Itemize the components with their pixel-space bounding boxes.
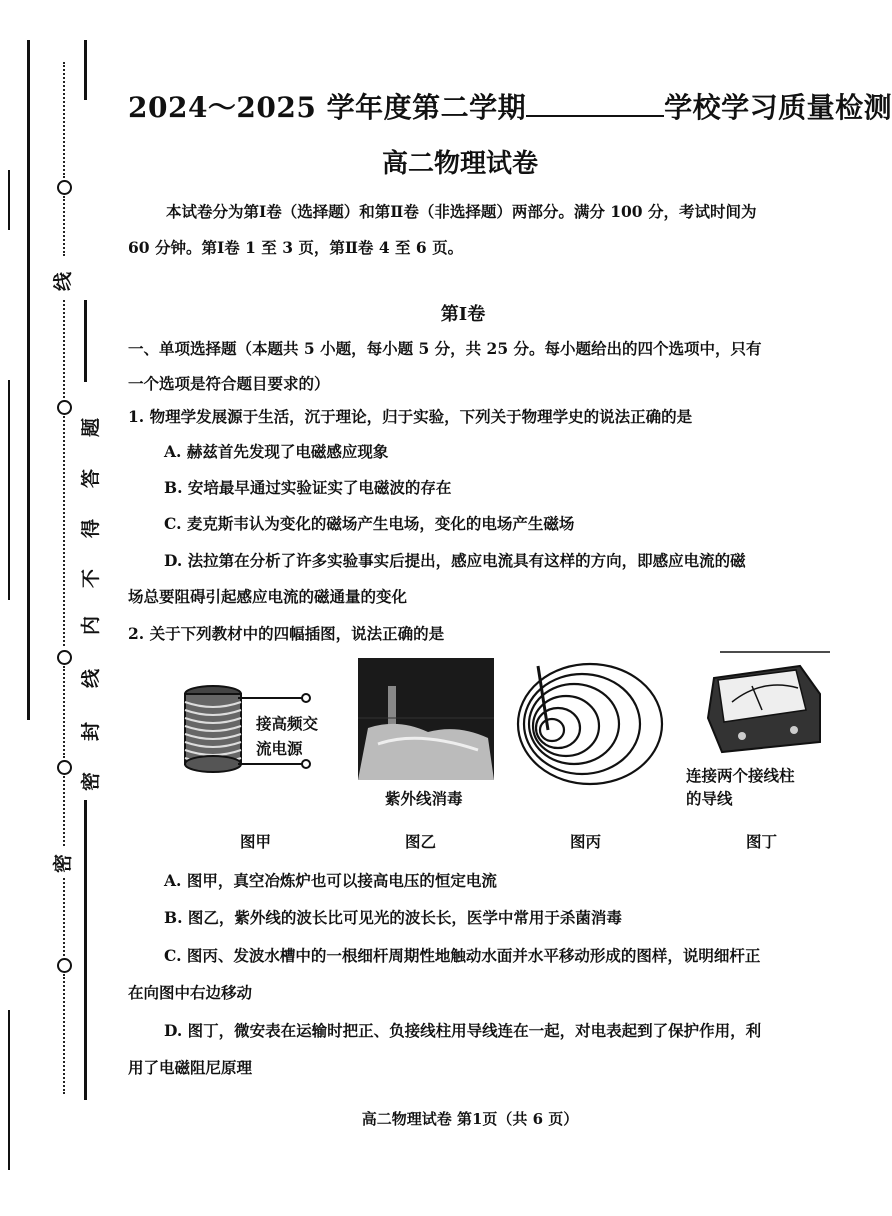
figure-uv-lamp-photo [358, 658, 494, 780]
binding-rule [8, 380, 10, 600]
figure-microammeter [702, 648, 830, 758]
question-2-option-d-cont: 用了电磁阻尼原理 [128, 1058, 253, 1077]
figure-name-jia: 图甲 [240, 832, 272, 851]
dotted-line [63, 196, 65, 256]
figure-wave-pattern [516, 660, 666, 786]
question-1-option-d-cont: 场总要阻碍引起感应电流的磁通量的变化 [128, 587, 408, 606]
binding-char: 线 [52, 271, 75, 292]
binding-circle [57, 180, 72, 195]
binding-circle [57, 760, 72, 775]
binding-char: 线 [80, 668, 103, 689]
question-2-option-d: D. 图丁，微安表在运输时把正、负接线柱用导线连在一起，对电表起到了保护作用，利 [164, 1021, 762, 1040]
section-heading: 第Ⅰ卷 [440, 304, 486, 325]
question-2-option-c: C. 图丙、发波水槽中的一根细杆周期性地触动水面并水平移动形成的图样，说明细杆正 [164, 946, 761, 965]
school-name-blank[interactable] [526, 91, 664, 117]
uv-caption: 紫外线消毒 [385, 789, 463, 808]
binding-char: 题 [80, 417, 103, 438]
question-1-option-d: D. 法拉第在分析了许多实验事实后提出，感应电流具有这样的方向，即感应电流的磁 [164, 551, 746, 570]
exam-subtitle: 高二物理试卷 [381, 149, 538, 179]
binding-char: 密 [80, 771, 103, 792]
dotted-line [63, 666, 65, 758]
part-heading-line-2: 一个选项是符合题目要求的） [128, 374, 330, 393]
instructions-line-1: 本试卷分为第Ⅰ卷（选择题）和第Ⅱ卷（非选择题）两部分。满分 100 分，考试时间为 [166, 202, 757, 221]
binding-char: 得 [80, 518, 103, 539]
exam-title [128, 86, 892, 126]
title-prefix: 2024～2025 学年度第二学期 [128, 91, 527, 124]
question-2-option-c-cont: 在向图中右边移动 [128, 983, 253, 1002]
page-footer: 高二物理试卷 第1页（共 6 页） [361, 1110, 579, 1128]
binding-margin [0, 0, 110, 1216]
figure-name-yi: 图乙 [405, 832, 437, 851]
binding-char: 密 [52, 853, 75, 874]
binding-rule [84, 40, 87, 100]
binding-circle [57, 400, 72, 415]
dotted-line [63, 416, 65, 646]
question-1-option-b: B. 安培最早通过实验证实了电磁波的存在 [164, 478, 452, 497]
question-2-option-b: B. 图乙，紫外线的波长比可见光的波长长，医学中常用于杀菌消毒 [164, 908, 622, 927]
binding-char: 内 [80, 615, 103, 636]
binding-circle [57, 650, 72, 665]
question-1-stem: 1. 物理学发展源于生活，沉于理论，归于实验，下列关于物理学史的说法正确的是 [128, 407, 693, 426]
meter-label-line-2: 的导线 [686, 789, 733, 808]
binding-rule [84, 800, 87, 1100]
question-2-stem: 2. 关于下列教材中的四幅插图，说法正确的是 [128, 624, 445, 643]
question-1-option-c: C. 麦克斯韦认为变化的磁场产生电场，变化的电场产生磁场 [164, 514, 575, 533]
binding-char: 答 [80, 468, 103, 489]
part-heading-line-1: 一、单项选择题（本题共 5 小题，每小题 5 分，共 25 分。每小题给出的四个选项中，只有 [128, 339, 762, 358]
meter-label-line-1: 连接两个接线柱 [686, 766, 795, 785]
dotted-line [63, 878, 65, 956]
binding-char: 封 [80, 721, 103, 742]
question-2-option-a: A. 图甲，真空冶炼炉也可以接高电压的恒定电流 [164, 871, 497, 890]
question-1-option-a: A. 赫兹首先发现了电磁感应现象 [164, 442, 389, 461]
binding-rule [8, 1010, 10, 1170]
figure-name-ding: 图丁 [746, 832, 778, 851]
dotted-line [63, 974, 65, 1094]
coil-label-line-2: 流电源 [256, 739, 303, 758]
coil-label-line-1: 接高频交 [256, 714, 319, 733]
dotted-line [63, 776, 65, 846]
figure-name-bing: 图丙 [570, 832, 602, 851]
binding-rule [27, 40, 30, 720]
binding-char: 不 [80, 568, 103, 589]
binding-circle [57, 958, 72, 973]
instructions-line-2: 60 分钟。第Ⅰ卷 1 至 3 页，第Ⅱ卷 4 至 6 页。 [128, 238, 464, 257]
title-suffix: 学校学习质量检测 [664, 91, 892, 124]
